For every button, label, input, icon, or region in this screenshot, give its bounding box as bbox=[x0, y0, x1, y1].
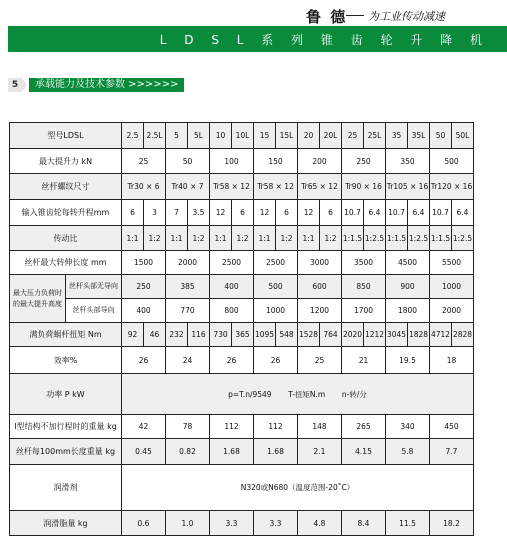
max-length-cell: 1500 bbox=[122, 251, 166, 275]
screw-spec-cell: Tr65 × 12 bbox=[298, 174, 342, 200]
screw-weight-cell: 4.15 bbox=[342, 439, 386, 465]
max-lift-cell: 200 bbox=[298, 149, 342, 174]
ratio-cell: 1:2.5 bbox=[452, 226, 474, 251]
row-label-max-length: 丝杆最大转伸长度 mm bbox=[10, 251, 122, 275]
ratio-cell: 1:1.5 bbox=[342, 226, 364, 251]
with-guide-cell: 1700 bbox=[342, 299, 386, 323]
brand-row bbox=[0, 6, 507, 24]
with-guide-cell: 770 bbox=[166, 299, 210, 323]
stroke-cell: 6 bbox=[232, 200, 254, 226]
weight-cell: 112 bbox=[254, 415, 298, 439]
grease-cell: 1.0 bbox=[166, 511, 210, 536]
max-lift-cell: 50 bbox=[166, 149, 210, 174]
max-length-cell: 2500 bbox=[254, 251, 298, 275]
row-label-efficiency: 效率% bbox=[10, 347, 122, 374]
model-cell: 10 bbox=[210, 123, 232, 149]
row-label-no-guide: 丝杆头部无导向 bbox=[66, 275, 122, 299]
table-row-max-length bbox=[10, 251, 474, 275]
stroke-cell: 6 bbox=[276, 200, 298, 226]
ratio-cell: 1:1 bbox=[254, 226, 276, 251]
efficiency-cell: 26 bbox=[122, 347, 166, 374]
model-cell: 2.5 bbox=[122, 123, 144, 149]
stroke-cell: 6 bbox=[122, 200, 144, 226]
screw-weight-cell: 2.1 bbox=[298, 439, 342, 465]
section-header bbox=[8, 78, 184, 92]
torque-cell: 1828 bbox=[408, 323, 430, 347]
row-label-grease: 润滑脂量 kg bbox=[10, 511, 122, 536]
ratio-cell: 1:1.5 bbox=[386, 226, 408, 251]
ratio-cell: 1:2.5 bbox=[364, 226, 386, 251]
screw-weight-cell: 1.68 bbox=[210, 439, 254, 465]
screw-weight-cell: 0.82 bbox=[166, 439, 210, 465]
row-label-lubricant: 润滑剂 bbox=[10, 465, 122, 511]
screw-spec-cell: Tr58 × 12 bbox=[210, 174, 254, 200]
brand-slogan: 为工业传动减速 bbox=[368, 10, 445, 23]
with-guide-cell: 1800 bbox=[386, 299, 430, 323]
table-row-worm-torque bbox=[10, 323, 474, 347]
stroke-cell: 12 bbox=[298, 200, 320, 226]
max-stroke-label-line2: 的最大提升高度 bbox=[13, 299, 62, 308]
weight-cell: 42 bbox=[122, 415, 166, 439]
model-cell: 10L bbox=[232, 123, 254, 149]
torque-cell: 2020 bbox=[342, 323, 364, 347]
ratio-cell: 1:2 bbox=[188, 226, 210, 251]
max-lift-cell: 100 bbox=[210, 149, 254, 174]
row-label-screw-weight: 丝杆每100mm长度重量 kg bbox=[10, 439, 122, 465]
grease-cell: 18.2 bbox=[430, 511, 474, 536]
table-row-model bbox=[10, 123, 474, 149]
model-cell: 5L bbox=[188, 123, 210, 149]
row-label-ratio: 传动比 bbox=[10, 226, 122, 251]
table-row-no-guide bbox=[10, 275, 474, 299]
grease-cell: 3.3 bbox=[210, 511, 254, 536]
stroke-cell: 10.7 bbox=[342, 200, 364, 226]
ratio-cell: 1:1.5 bbox=[430, 226, 452, 251]
ratio-cell: 1:2 bbox=[276, 226, 298, 251]
spec-table bbox=[9, 122, 474, 536]
model-cell: 5 bbox=[166, 123, 188, 149]
weight-cell: 450 bbox=[430, 415, 474, 439]
max-lift-cell: 500 bbox=[430, 149, 474, 174]
row-label-model: 型号LDSL bbox=[10, 123, 122, 149]
screw-spec-cell: Tr90 × 16 bbox=[342, 174, 386, 200]
stroke-cell: 12 bbox=[254, 200, 276, 226]
torque-cell: 548 bbox=[276, 323, 298, 347]
table-row-lubricant bbox=[10, 465, 474, 511]
table-row-ratio bbox=[10, 226, 474, 251]
torque-cell: 730 bbox=[210, 323, 232, 347]
screw-spec-cell: Tr120 × 16 bbox=[430, 174, 474, 200]
torque-cell: 3045 bbox=[386, 323, 408, 347]
with-guide-cell: 2000 bbox=[430, 299, 474, 323]
model-cell: 35L bbox=[408, 123, 430, 149]
max-lift-cell: 25 bbox=[122, 149, 166, 174]
max-length-cell: 2500 bbox=[210, 251, 254, 275]
max-length-cell: 2000 bbox=[166, 251, 210, 275]
power-speed-note: n-转/分 bbox=[341, 389, 367, 399]
no-guide-cell: 250 bbox=[122, 275, 166, 299]
efficiency-cell: 26 bbox=[210, 347, 254, 374]
max-length-cell: 4500 bbox=[386, 251, 430, 275]
row-label-screw-spec: 丝杆螺纹尺寸 bbox=[10, 174, 122, 200]
row-label-max-lift: 最大提升力 kN bbox=[10, 149, 122, 174]
torque-cell: 46 bbox=[144, 323, 166, 347]
with-guide-cell: 800 bbox=[210, 299, 254, 323]
efficiency-cell: 26 bbox=[254, 347, 298, 374]
with-guide-cell: 1200 bbox=[298, 299, 342, 323]
model-cell: 20 bbox=[298, 123, 320, 149]
brand-logo-text: 鲁 德 bbox=[306, 8, 348, 26]
max-length-cell: 3500 bbox=[342, 251, 386, 275]
max-lift-cell: 150 bbox=[254, 149, 298, 174]
no-guide-cell: 850 bbox=[342, 275, 386, 299]
max-length-cell: 5500 bbox=[430, 251, 474, 275]
section-number: 5 bbox=[8, 78, 22, 92]
table-row-efficiency bbox=[10, 347, 474, 374]
ratio-cell: 1:2 bbox=[144, 226, 166, 251]
model-cell: 50L bbox=[452, 123, 474, 149]
screw-weight-cell: 1.68 bbox=[254, 439, 298, 465]
max-lift-cell: 250 bbox=[342, 149, 386, 174]
ratio-cell: 1:1 bbox=[298, 226, 320, 251]
model-cell: 15L bbox=[276, 123, 298, 149]
torque-cell: 116 bbox=[188, 323, 210, 347]
stroke-cell: 6 bbox=[320, 200, 342, 226]
torque-cell: 1095 bbox=[254, 323, 276, 347]
no-guide-cell: 400 bbox=[210, 275, 254, 299]
max-length-cell: 3000 bbox=[298, 251, 342, 275]
weight-cell: 265 bbox=[342, 415, 386, 439]
stroke-cell: 6.4 bbox=[452, 200, 474, 226]
torque-cell: 365 bbox=[232, 323, 254, 347]
model-cell: 50 bbox=[430, 123, 452, 149]
no-guide-cell: 385 bbox=[166, 275, 210, 299]
no-guide-cell: 500 bbox=[254, 275, 298, 299]
power-formula-cell bbox=[122, 374, 474, 415]
brand-divider bbox=[346, 15, 364, 16]
power-formula: p=T.n/9549 bbox=[228, 389, 272, 399]
screw-weight-cell: 5.8 bbox=[386, 439, 430, 465]
row-label-worm-torque: 满负荷蜗杆扭矩 Nm bbox=[10, 323, 122, 347]
efficiency-cell: 19.5 bbox=[386, 347, 430, 374]
series-title: L D S L 系 列 锥 齿 轮 升 降 机 bbox=[159, 32, 489, 47]
ratio-cell: 1:1 bbox=[210, 226, 232, 251]
ratio-cell: 1:2 bbox=[232, 226, 254, 251]
table-row-with-guide bbox=[10, 299, 474, 323]
stroke-cell: 7 bbox=[166, 200, 188, 226]
screw-spec-cell: Tr30 × 6 bbox=[122, 174, 166, 200]
table-row-grease bbox=[10, 511, 474, 536]
torque-cell: 764 bbox=[320, 323, 342, 347]
ratio-cell: 1:2.5 bbox=[408, 226, 430, 251]
table-row-stroke-per-rev bbox=[10, 200, 474, 226]
no-guide-cell: 600 bbox=[298, 275, 342, 299]
screw-weight-cell: 7.7 bbox=[430, 439, 474, 465]
model-cell: 20L bbox=[320, 123, 342, 149]
power-torque-note: T-扭矩N.m bbox=[288, 389, 326, 399]
grease-cell: 3.3 bbox=[254, 511, 298, 536]
model-cell: 15 bbox=[254, 123, 276, 149]
efficiency-cell: 25 bbox=[298, 347, 342, 374]
screw-spec-cell: Tr58 × 12 bbox=[254, 174, 298, 200]
table-row-screw-spec bbox=[10, 174, 474, 200]
stroke-cell: 12 bbox=[210, 200, 232, 226]
row-label-max-stroke bbox=[10, 275, 66, 323]
stroke-cell: 6.4 bbox=[408, 200, 430, 226]
torque-cell: 4712 bbox=[430, 323, 452, 347]
screw-spec-cell: Tr105 × 16 bbox=[386, 174, 430, 200]
model-cell: 25 bbox=[342, 123, 364, 149]
section-arrow-icon bbox=[22, 78, 27, 92]
stroke-cell: 10.7 bbox=[430, 200, 452, 226]
table-row-power bbox=[10, 374, 474, 415]
row-label-power: 功率 P kW bbox=[10, 374, 122, 415]
torque-cell: 92 bbox=[122, 323, 144, 347]
row-label-with-guide: 丝杆头部导向 bbox=[66, 299, 122, 323]
torque-cell: 1528 bbox=[298, 323, 320, 347]
with-guide-cell: 400 bbox=[122, 299, 166, 323]
series-title-band bbox=[8, 26, 507, 52]
table-row-weight bbox=[10, 415, 474, 439]
row-label-stroke-per-rev: 输入锥齿轮每转升程mm bbox=[10, 200, 122, 226]
stroke-cell: 10.7 bbox=[386, 200, 408, 226]
weight-cell: 340 bbox=[386, 415, 430, 439]
model-cell: 25L bbox=[364, 123, 386, 149]
weight-cell: 112 bbox=[210, 415, 254, 439]
stroke-cell: 3 bbox=[144, 200, 166, 226]
stroke-cell: 3.5 bbox=[188, 200, 210, 226]
efficiency-cell: 18 bbox=[430, 347, 474, 374]
no-guide-cell: 900 bbox=[386, 275, 430, 299]
efficiency-cell: 21 bbox=[342, 347, 386, 374]
model-cell: 35 bbox=[386, 123, 408, 149]
torque-cell: 1212 bbox=[364, 323, 386, 347]
screw-spec-cell: Tr40 × 7 bbox=[166, 174, 210, 200]
lubricant-cell: N320或N680（温度范围-20˚C） bbox=[122, 465, 474, 511]
model-cell: 2.5L bbox=[144, 123, 166, 149]
row-label-weight: I型结构不加行程时的重量 kg bbox=[10, 415, 122, 439]
table-row-screw-weight bbox=[10, 439, 474, 465]
no-guide-cell: 1000 bbox=[430, 275, 474, 299]
with-guide-cell: 1000 bbox=[254, 299, 298, 323]
torque-cell: 232 bbox=[166, 323, 188, 347]
grease-cell: 0.6 bbox=[122, 511, 166, 536]
efficiency-cell: 24 bbox=[166, 347, 210, 374]
ratio-cell: 1:2 bbox=[320, 226, 342, 251]
section-title: 承载能力及技术参数 >>>>>> bbox=[29, 78, 184, 92]
stroke-cell: 6.4 bbox=[364, 200, 386, 226]
grease-cell: 11.5 bbox=[386, 511, 430, 536]
grease-cell: 4.8 bbox=[298, 511, 342, 536]
grease-cell: 8.4 bbox=[342, 511, 386, 536]
ratio-cell: 1:1 bbox=[122, 226, 144, 251]
max-lift-cell: 350 bbox=[386, 149, 430, 174]
table-row-max-lift bbox=[10, 149, 474, 174]
ratio-cell: 1:1 bbox=[166, 226, 188, 251]
screw-weight-cell: 0.45 bbox=[122, 439, 166, 465]
max-stroke-label-line1: 最大压力负荷时 bbox=[13, 288, 62, 297]
weight-cell: 78 bbox=[166, 415, 210, 439]
torque-cell: 2828 bbox=[452, 323, 474, 347]
weight-cell: 148 bbox=[298, 415, 342, 439]
